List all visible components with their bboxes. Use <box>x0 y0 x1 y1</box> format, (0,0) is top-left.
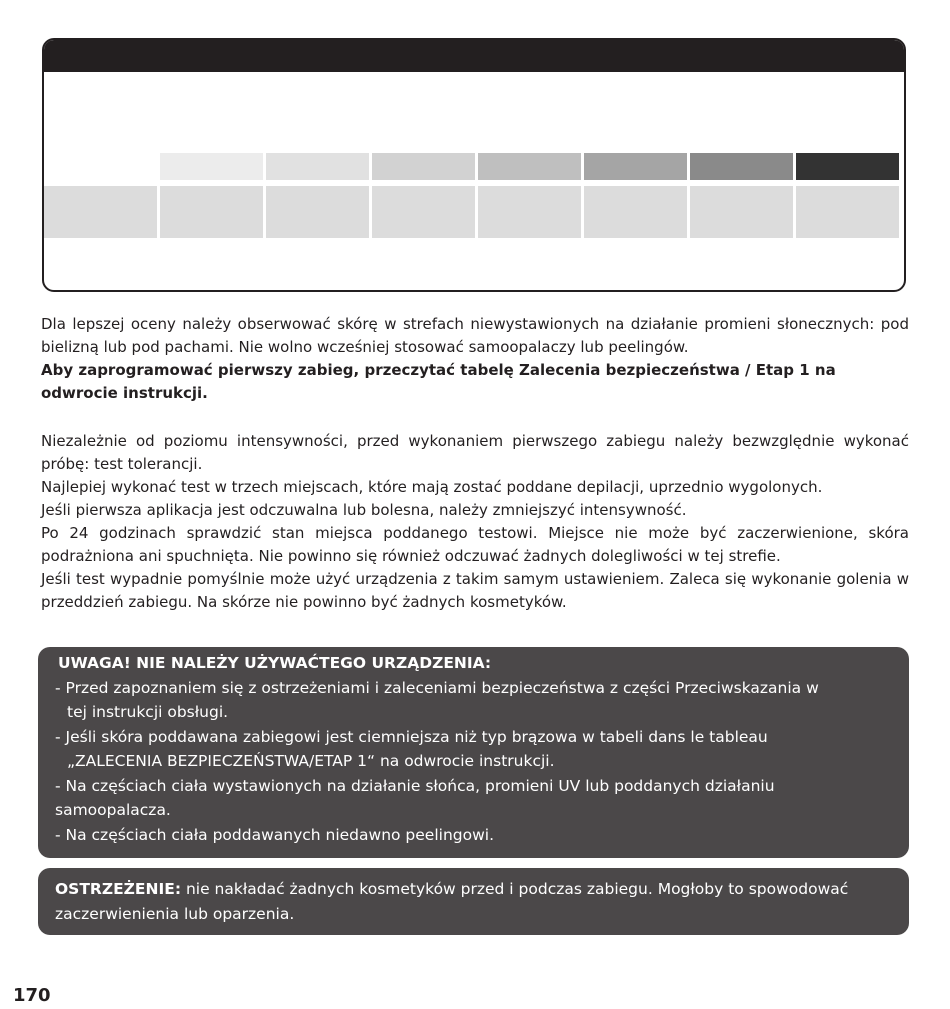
skin-tone-swatch <box>160 153 263 180</box>
warning-title: UWAGA! NIE NALEŻY UŻYWAĆTEGO URZĄDZENIA: <box>58 654 492 672</box>
warning-item-2b: „ZALECENIA BEZPIECZEŃSTWA/ETAP 1“ na odwrocie instrukcji. <box>67 752 555 770</box>
skin-type-table <box>42 38 906 292</box>
test-paragraph-3: Jeśli pierwsza aplikacja jest odczuwalna lub bolesna, należy zmniejszyć intensywność. <box>41 501 687 519</box>
table-cell <box>266 186 369 238</box>
skin-tone-swatch <box>690 153 793 180</box>
intro-bold-instruction: Aby zaprogramować pierwszy zabieg, przeczytać tabelę Zalecenia bezpieczeństwa / Etap 1 na odwrocie instrukcji. <box>41 361 836 402</box>
table-cell <box>796 186 899 238</box>
skin-tone-swatch <box>796 153 899 180</box>
table-header-bar <box>44 40 904 72</box>
skin-tone-swatch <box>584 153 687 180</box>
test-paragraph-4: Po 24 godzinach sprawdzić stan miejsca poddanego testowi. Miejsce nie może być zaczerwienione, skóra podrażniona ani spuchnięta. Nie powinno się również odczuwać żadnych dolegliwości w tej strefie. <box>41 524 909 565</box>
intro-paragraph: Dla lepszej oceny należy obserwować skórę w strefach niewystawionych na działanie promieni słonecznych: pod bielizną lub pod pachami. Nie wolno wcześniej stosować samoopalaczy lub peelingów. <box>41 315 909 356</box>
intro-text <box>41 313 909 405</box>
skin-tone-swatch <box>266 153 369 180</box>
page-number: 170 <box>13 985 51 1006</box>
warning-box <box>38 647 909 858</box>
caution-text: nie nakładać żadnych kosmetyków przed i podczas zabiegu. Mogłoby to spowodować zaczerwienienia lub oparzenia. <box>55 880 849 923</box>
skin-tone-swatch <box>478 153 581 180</box>
skin-type-row <box>44 186 902 238</box>
table-cell <box>372 186 475 238</box>
warning-item-3: - Na częściach ciała wystawionych na działanie słońca, promieni UV lub poddanych działaniu samoopalacza. <box>55 776 775 819</box>
table-cell <box>160 186 263 238</box>
skin-tone-swatch-row <box>160 153 902 180</box>
test-paragraph-2: Najlepiej wykonać test w trzech miejscach, które mają zostać poddane depilacji, uprzednio wygolonych. <box>41 478 823 496</box>
warning-item-2a: - Jeśli skóra poddawana zabiegowi jest ciemniejsza niż typ brązowa w tabeli dans le tableau <box>55 727 768 746</box>
table-cell <box>690 186 793 238</box>
test-paragraph-1: Niezależnie od poziomu intensywności, przed wykonaniem pierwszego zabiegu należy bezwzględnie wykonać próbę: test tolerancji. <box>41 432 909 473</box>
row-header-cell <box>44 186 157 238</box>
test-paragraph-5: Jeśli test wypadnie pomyślnie może użyć urządzenia z takim samym ustawieniem. Zaleca się wykonanie golenia w przeddzień zabiegu. Na skórze nie powinno być żadnych kosmetyków. <box>41 570 909 611</box>
warning-item-1b: tej instrukcji obsługi. <box>67 703 229 721</box>
caution-box <box>38 868 909 935</box>
test-section <box>41 430 909 614</box>
warning-item-4: - Na częściach ciała poddawanych niedawno peelingowi. <box>55 825 495 844</box>
caution-label: OSTRZEŻENIE: <box>55 880 182 898</box>
caution-text-wrap <box>55 877 849 926</box>
warning-item-1a: - Przed zapoznaniem się z ostrzeżeniami i zaleceniami bezpieczeństwa z części Przeciwskazania w <box>55 678 819 697</box>
table-cell <box>478 186 581 238</box>
table-cell <box>584 186 687 238</box>
skin-tone-swatch <box>372 153 475 180</box>
